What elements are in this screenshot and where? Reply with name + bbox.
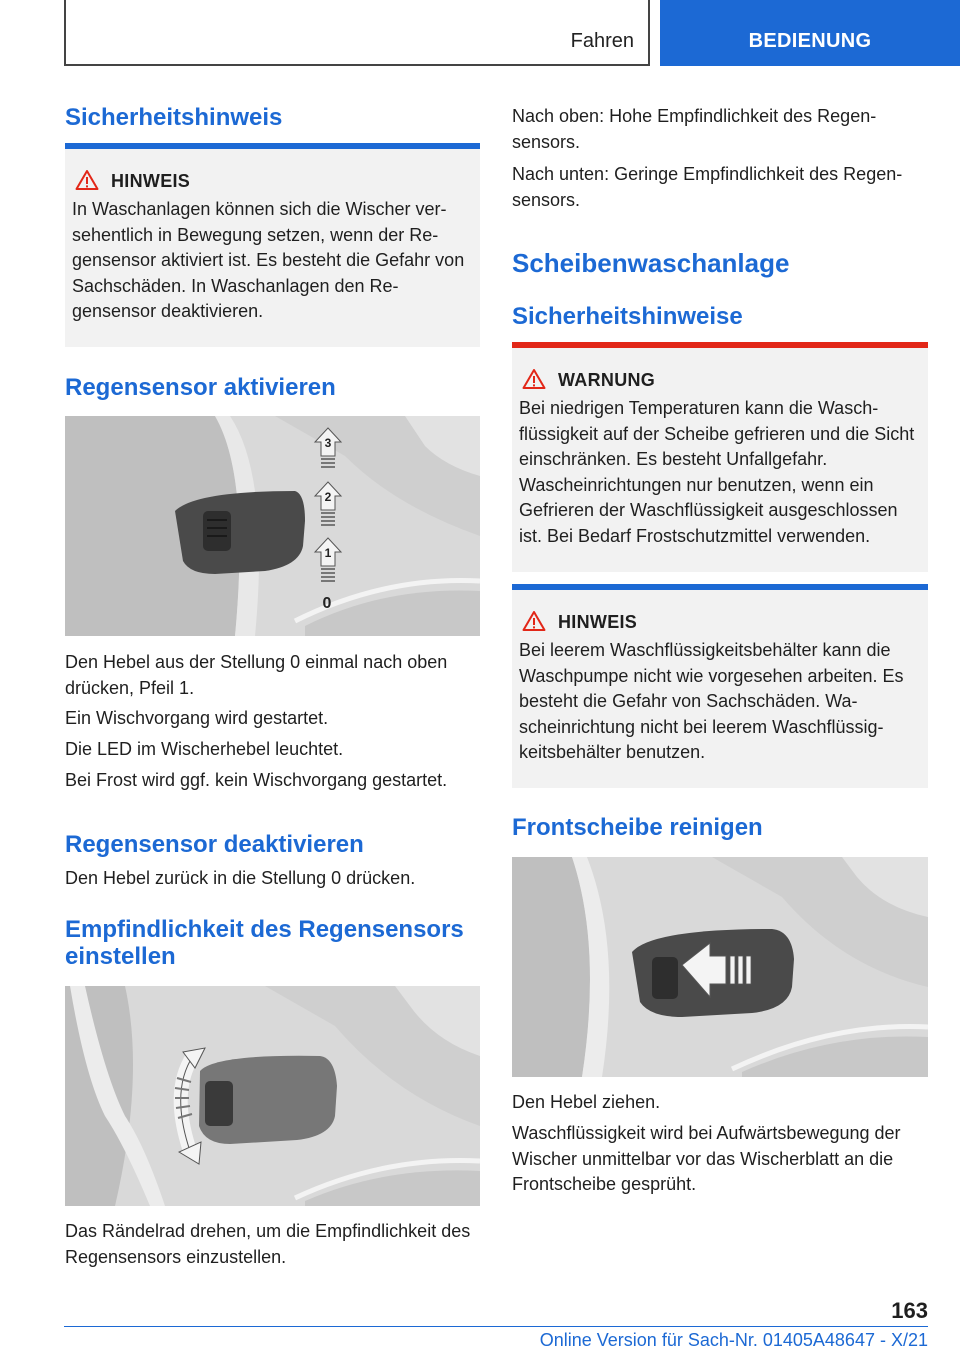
warning-triangle-icon xyxy=(522,368,546,390)
heading-safety-2: Sicherheitshinweise xyxy=(512,303,743,330)
sensitivity-paragraph: Das Rändelrad drehen, um die Empfindlichkeit des Regensensors einzustellen. xyxy=(65,1221,471,1267)
header-section xyxy=(64,0,650,66)
heading-sensitivity: Empfindlichkeit des Regensensors einstellen xyxy=(65,916,464,970)
notice-box-2 xyxy=(512,584,928,788)
warning-bar xyxy=(512,342,928,348)
page-number: 163 xyxy=(891,1298,928,1323)
activate-paragraph-3: Die LED im Wischerhebel leuchtet. xyxy=(65,739,344,759)
notice-title: HINWEIS xyxy=(111,171,191,191)
image-label-1: 1 xyxy=(324,546,332,560)
heading-deactivate: Regensensor deaktivieren xyxy=(65,831,364,858)
clean-paragraph-2: Waschflüssigkeit wird bei Aufwärtsbewegung der Wischer unmittelbar vor das Wischerblatt an die Frontscheibe gesprüht. xyxy=(512,1123,901,1194)
deactivate-paragraph: Den Hebel zurück in die Stellung 0 drücken. xyxy=(65,868,416,888)
heading-clean: Frontscheibe reinigen xyxy=(512,814,763,841)
sensitivity-down-paragraph: Nach unten: Geringe Empfindlichkeit des Regensensors. xyxy=(512,164,903,210)
notice-bar xyxy=(512,584,928,590)
notice-bar xyxy=(65,143,480,149)
image-label-0: 0 xyxy=(322,595,332,612)
image-lever-pull xyxy=(512,857,928,1077)
warning-text: Bei niedrigen Temperaturen kann die Waschflüssigkeit auf der Scheibe gefrieren und die Sicht einschränken. Es besteht Unfallgefahr. Wascheinrichtungen nur benutzen, wenn ein Gefrieren der Waschflüssigkeit ausgeschlossen ist. Bei Bedarf Frostschutzmittel verwenden. xyxy=(519,398,915,546)
image-thumbwheel xyxy=(65,986,480,1206)
warning-triangle-icon xyxy=(522,610,546,632)
activate-paragraph-1: Den Hebel aus der Stellung 0 einmal nach oben drücken, Pfeil 1. xyxy=(65,652,448,698)
image-label-3: 3 xyxy=(324,436,332,450)
sensitivity-up-paragraph: Nach oben: Hohe Empfindlichkeit des Regensensors. xyxy=(512,106,877,152)
heading-safety: Sicherheitshinweis xyxy=(65,104,283,131)
notice-box-1 xyxy=(65,143,480,347)
footer-online-version: Online Version für Sach-Nr. 01405A48647 - X/21 xyxy=(539,1330,928,1350)
clean-paragraph-1: Den Hebel ziehen. xyxy=(512,1092,661,1112)
header-tab[interactable] xyxy=(660,0,960,66)
heading-washer: Scheibenwaschanlage xyxy=(512,248,790,278)
notice-title: HINWEIS xyxy=(558,612,638,632)
footer-divider xyxy=(64,1326,928,1327)
warning-triangle-icon xyxy=(75,169,99,191)
heading-activate: Regensensor aktivieren xyxy=(65,374,336,401)
header-section-label: Fahren xyxy=(570,30,634,52)
activate-paragraph-4: Bei Frost wird ggf. kein Wischvorgang gestartet. xyxy=(65,770,448,790)
warning-box xyxy=(512,342,928,572)
activate-paragraph-2: Ein Wischvorgang wird gestartet. xyxy=(65,708,329,728)
warning-title: WARNUNG xyxy=(558,370,656,390)
image-lever-up xyxy=(65,416,480,636)
image-label-2: 2 xyxy=(324,490,332,504)
notice-text: Bei leerem Waschflüssigkeitsbehälter kann die Waschpumpe nicht wie vorgesehen arbeiten. Es besteht die Gefahr von Sachschäden. Wascheinrichtung nicht bei leerem Waschflüssigkeitsbehälter benutzen. xyxy=(519,640,904,762)
header-tab-label: BEDIENUNG xyxy=(748,30,872,52)
notice-text: In Waschanlagen können sich die Wischer versehentlich in Bewegung setzen, wenn der Regensensor aktiviert ist. Es besteht die Gefahr von Sachschäden. In Waschanlagen den Regensensor deaktivieren. xyxy=(72,199,465,321)
